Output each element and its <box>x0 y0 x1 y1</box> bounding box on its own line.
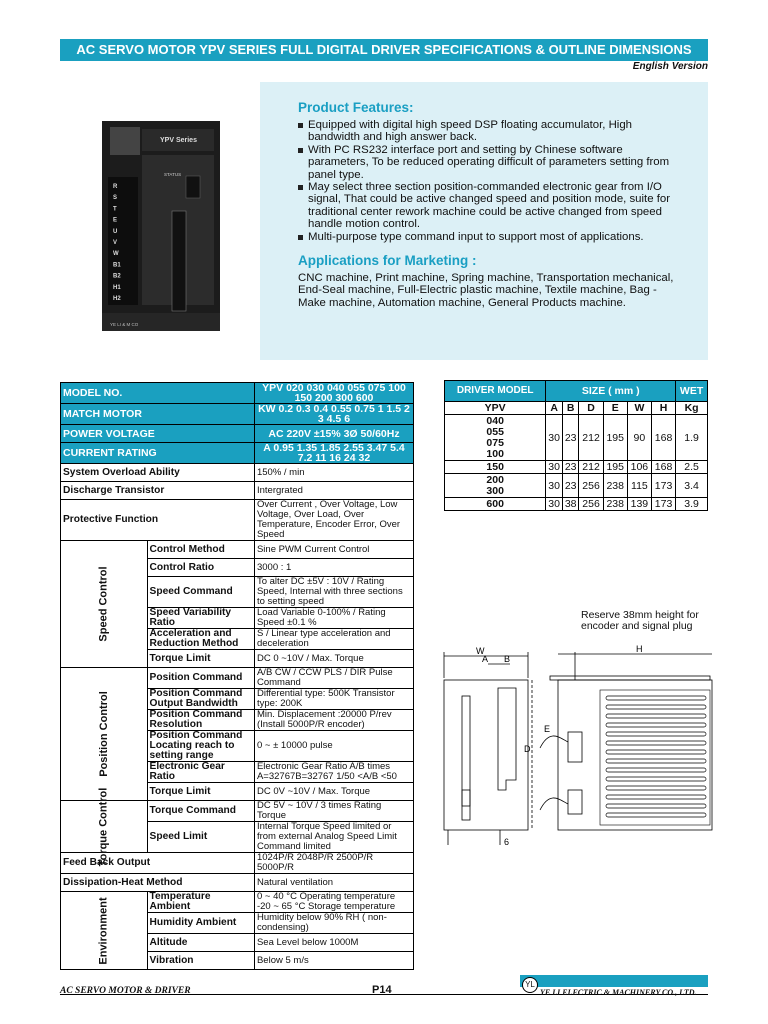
spec-label: Torque Limit <box>147 650 254 668</box>
spec-value: 1024P/R 2048P/R 2500P/R 5000P/R <box>254 853 413 874</box>
terminal-label: H1 <box>113 284 121 291</box>
dim-w: W <box>476 646 485 656</box>
size-model: 600 <box>445 498 546 511</box>
terminal-label: H2 <box>113 296 121 302</box>
terminal-label: R <box>113 184 118 190</box>
spec-value: To alter DC ±5V : 10V / Rating Speed, Internal with three sections to setting speed <box>254 577 413 608</box>
spec-value: 0 ~ 40 °C Operating temperature -20 ~ 65 °C Storage temperature <box>254 892 413 913</box>
table-row <box>445 498 708 511</box>
spec-value: Natural ventilation <box>254 874 413 892</box>
brand-text: YPV Series <box>160 137 197 144</box>
model-no-label: MODEL NO. <box>61 383 255 404</box>
table-row <box>61 668 414 689</box>
size-table <box>444 380 708 511</box>
dim-six: 6 <box>504 837 510 847</box>
spec-value: Intergrated <box>254 482 413 500</box>
spec-value: 150% / min <box>254 464 413 482</box>
size-value: 256 <box>579 498 603 511</box>
version-label: English Version <box>632 61 708 72</box>
spec-value: A/B CW / CCW PLS / DIR Pulse Command <box>254 668 413 689</box>
size-col-header: D <box>579 402 603 415</box>
size-value: 30 <box>546 415 563 461</box>
spec-value: DC 0 ~10V / Max. Torque <box>254 650 413 668</box>
size-value: 90 <box>627 415 651 461</box>
size-value: 238 <box>603 498 627 511</box>
spec-label: Torque Command <box>147 801 254 822</box>
spec-value: 0 ~ ± 10000 pulse <box>254 731 413 762</box>
size-col-header: YPV <box>445 402 546 415</box>
spec-label: Torque Limit <box>147 783 254 801</box>
size-value: 23 <box>562 474 579 498</box>
size-value: 256 <box>579 474 603 498</box>
size-value: 30 <box>546 461 563 474</box>
table-row <box>61 404 414 425</box>
spec-label: Vibration <box>147 952 254 970</box>
spec-label: Discharge Transistor <box>61 482 255 500</box>
size-col-header: A <box>546 402 563 415</box>
current-label: CURRENT RATING <box>61 443 255 464</box>
terminal-label: V <box>113 240 118 246</box>
size-value: 23 <box>562 415 579 461</box>
size-col-header: Kg <box>676 402 708 415</box>
applications-text: CNC machine, Print machine, Spring machine, Transportation mechanical, End-Seal machine, Full-Electric plastic machine, Textile machine, Bag - Make machine, Automation machine, General Products machine. <box>298 272 674 309</box>
size-value: 1.9 <box>676 415 708 461</box>
spec-value: Min. Displacement :20000 P/rev (Install 5000P/R encoder) <box>254 710 413 731</box>
size-value: 3.9 <box>676 498 708 511</box>
group-label-environment: Environment <box>61 892 148 970</box>
group-label-torque-control: Torque Control <box>61 801 148 853</box>
table-row <box>61 383 414 404</box>
page-number: P14 <box>372 984 392 996</box>
size-value: 195 <box>603 461 627 474</box>
size-value: 195 <box>603 415 627 461</box>
size-col-header: W <box>627 402 651 415</box>
size-model: 040 055 075 100 <box>445 415 546 461</box>
feature-item: May select three section position-commanded electronic gear from I/O signal, That could be active changed speed and position mode, suite for traditional center rework machine could be active changed from speed handle motion control. <box>298 181 680 231</box>
size-value: 212 <box>579 461 603 474</box>
terminal-label: B1 <box>113 262 121 269</box>
dim-b: B <box>504 654 511 664</box>
table-row <box>61 443 414 464</box>
spec-value: Electronic Gear Ratio A/B times A=32767B=32767 1/50 <A/B <50 <box>254 762 413 783</box>
spec-value: Sine PWM Current Control <box>254 541 413 559</box>
spec-label: Control Ratio <box>147 559 254 577</box>
dim-e: E <box>544 724 551 734</box>
size-value: 173 <box>651 474 675 498</box>
spec-value: S / Linear type acceleration and deceleration <box>254 629 413 650</box>
spec-value: 3000 : 1 <box>254 559 413 577</box>
spec-value: Below 5 m/s <box>254 952 413 970</box>
feature-item: With PC RS232 interface port and setting by Chinese software parameters, To be reduced operating difficult of parameters setting from panel type. <box>298 144 680 181</box>
size-col-header: B <box>562 402 579 415</box>
spec-value: Internal Torque Speed limited or from external Analog Speed Limit Command limited <box>254 822 413 853</box>
current-values: A 0.95 1.35 1.85 2.55 3.47 5.4 7.2 11 16 24 32 <box>254 443 413 464</box>
terminal-label: U <box>113 228 118 235</box>
terminal-label: E <box>113 217 118 224</box>
outline-drawing <box>440 640 718 850</box>
dim-d: D <box>524 744 531 754</box>
table-row <box>61 482 414 500</box>
match-motor-values: KW 0.2 0.3 0.4 0.55 0.75 1 1.5 2 3 4.5 6 <box>254 404 413 425</box>
size-model: 200 300 <box>445 474 546 498</box>
spec-label: Electronic Gear Ratio <box>147 762 254 783</box>
size-header: SIZE ( mm ) <box>546 381 676 402</box>
spec-value: Over Current , Over Voltage, Low Voltage, Over Load, Over Temperature, Encoder Error, Over Speed <box>254 500 413 541</box>
spec-label: Control Method <box>147 541 254 559</box>
size-value: 38 <box>562 498 579 511</box>
driver-model-header: DRIVER MODEL <box>445 381 546 402</box>
power-label: POWER VOLTAGE <box>61 425 255 443</box>
spec-label: System Overload Ability <box>61 464 255 482</box>
size-value: 212 <box>579 415 603 461</box>
model-no-values: YPV 020 030 040 055 075 100 150 200 300 600 <box>254 383 413 404</box>
size-value: 168 <box>651 415 675 461</box>
table-row <box>61 853 414 874</box>
size-model: 150 <box>445 461 546 474</box>
size-value: 2.5 <box>676 461 708 474</box>
spec-label: Speed Command <box>147 577 254 608</box>
size-value: 30 <box>546 474 563 498</box>
table-row <box>61 541 414 559</box>
table-row <box>61 425 414 443</box>
size-value: 139 <box>627 498 651 511</box>
spec-value: Differential type: 500K Transistor type: 200K <box>254 689 413 710</box>
spec-value: Humidity below 90% RH ( non-condensing) <box>254 913 413 934</box>
spec-label: Speed Limit <box>147 822 254 853</box>
dim-h: H <box>636 644 643 654</box>
spec-label: Position Command Resolution <box>147 710 254 731</box>
spec-label: Position Command <box>147 668 254 689</box>
features-panel <box>260 82 708 360</box>
group-label-position-control: Position Control <box>61 668 148 801</box>
size-value: 3.4 <box>676 474 708 498</box>
size-value: 23 <box>562 461 579 474</box>
size-value: 168 <box>651 461 675 474</box>
size-value: 238 <box>603 474 627 498</box>
footer-accent-bar <box>520 975 708 987</box>
spec-label: Altitude <box>147 934 254 952</box>
feature-item: Multi-purpose type command input to support most of applications. <box>298 231 680 243</box>
spec-value: Load Variable 0-100% / Rating Speed ±0.1 % <box>254 608 413 629</box>
table-row <box>61 874 414 892</box>
size-col-header: H <box>651 402 675 415</box>
company-logo: YL <box>522 977 538 993</box>
power-value: AC 220V ±15% 3Ø 50/60Hz <box>254 425 413 443</box>
terminal-label: S <box>113 195 118 202</box>
spec-label: Position Command Output Bandwidth <box>147 689 254 710</box>
table-row <box>445 415 708 461</box>
spec-label: Humidity Ambient <box>147 913 254 934</box>
terminal-label: W <box>113 251 119 258</box>
terminal-label: B2 <box>113 273 121 280</box>
features-heading: Product Features: <box>298 100 414 115</box>
spec-label: Protective Function <box>61 500 255 541</box>
size-value: 106 <box>627 461 651 474</box>
footer-left-text: AC SERVO MOTOR & DRIVER <box>60 986 191 996</box>
model-values: 020 030 040 055 075 100 150 200 300 600 <box>286 382 406 404</box>
spec-label: Temperature Ambient <box>147 892 254 913</box>
spec-label: Acceleration and Reduction Method <box>147 629 254 650</box>
terminal-label: T <box>113 206 117 213</box>
specifications-table <box>60 382 414 970</box>
spec-label: Dissipation-Heat Method <box>61 874 255 892</box>
size-value: 115 <box>627 474 651 498</box>
size-col-header: E <box>603 402 627 415</box>
table-row <box>445 474 708 498</box>
table-row <box>61 801 414 822</box>
table-row <box>445 381 708 402</box>
status-text: STATUS <box>164 172 182 177</box>
table-row <box>445 461 708 474</box>
page-title: AC SERVO MOTOR YPV SERIES FULL DIGITAL DRIVER SPECIFICATIONS & OUTLINE DIMENSIONS <box>60 39 708 61</box>
table-row <box>445 402 708 415</box>
spec-label: Speed Variability Ratio <box>147 608 254 629</box>
drawing-note: Reserve 38mm height for encoder and signal plug <box>581 609 699 632</box>
table-row <box>61 500 414 541</box>
table-row <box>61 464 414 482</box>
maker-text: YE LI & M CO <box>110 322 139 327</box>
spec-value: Sea Level below 1000M <box>254 934 413 952</box>
wet-header: WET <box>676 381 708 402</box>
driver-product-image <box>102 121 220 331</box>
match-motor-label: MATCH MOTOR <box>61 404 255 425</box>
dim-a: A <box>482 654 489 664</box>
spec-value: DC 5V ~ 10V / 3 times Rating Torque <box>254 801 413 822</box>
table-row <box>61 892 414 913</box>
spec-label: Position Command Locating reach to setting range <box>147 731 254 762</box>
size-value: 30 <box>546 498 563 511</box>
spec-label: Feed Back Output <box>61 853 255 874</box>
group-label-speed-control: Speed Control <box>61 541 148 668</box>
applications-heading: Applications for Marketing : <box>298 253 477 269</box>
footer-company-text: YE LI ELECTRIC & MACHINERY CO., LTD. <box>540 988 697 997</box>
feature-item: Equipped with digital high speed DSP floating accumulator, High bandwidth and high answer back. <box>298 119 680 144</box>
size-value: 173 <box>651 498 675 511</box>
spec-value: DC 0V ~10V / Max. Torque <box>254 783 413 801</box>
